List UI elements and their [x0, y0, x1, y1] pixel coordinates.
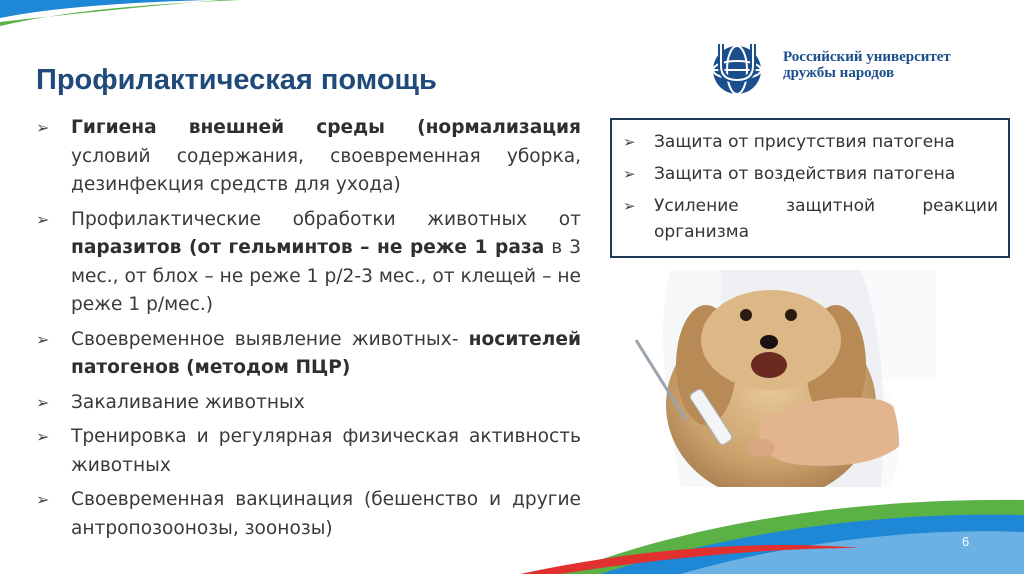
university-logo	[707, 40, 997, 96]
dog-vaccination-illustration	[611, 270, 936, 487]
list-item-text: Тренировка и регулярная физическая активность животных	[71, 426, 581, 476]
page-title: Профилактическая помощь	[36, 64, 437, 96]
list-item-bold: Гигиена внешней среды (нормализация	[71, 117, 581, 138]
list-item	[623, 161, 998, 187]
list-item-text: Защита от воздействия патогена	[654, 164, 956, 184]
list-item-text: Усиление защитной реакции организма	[654, 196, 998, 242]
prevention-measures-list	[36, 114, 581, 549]
arrow-bullet-icon: ➢	[36, 329, 50, 349]
list-item-text: в 3 мес., от блох – не реже 1 р/2-3 мес., от клещей – не реже 1 р/мес.)	[71, 237, 581, 315]
protection-list	[623, 129, 998, 245]
list-item	[36, 389, 581, 418]
list-item-bold: носителей патогенов (методом ПЦР)	[71, 328, 581, 378]
list-item	[623, 129, 998, 155]
arrow-bullet-icon: ➢	[623, 133, 636, 151]
arrow-bullet-icon: ➢	[36, 490, 50, 509]
list-item-text: условий содержания, своевременная уборка, дезинфекция средств для ухода)	[71, 145, 581, 195]
arrow-bullet-icon: ➢	[36, 427, 50, 446]
logo-wordmark	[783, 49, 951, 81]
list-item-text: Своевременная вакцинация (бешенство и другие антропозоонозы, зоонозы)	[71, 489, 581, 539]
logo-line-1: Российский университет	[783, 49, 951, 65]
list-item	[36, 326, 581, 383]
arrow-bullet-icon: ➢	[36, 209, 50, 229]
logo-line-2: дружбы народов	[783, 65, 895, 81]
globe-logo-icon	[707, 40, 769, 96]
list-item	[36, 423, 581, 480]
arrow-bullet-icon: ➢	[623, 165, 636, 183]
list-item-text: Профилактические обработки животных от	[71, 208, 581, 230]
list-item-bold: паразитов (от гельминтов – не реже 1 раза	[71, 237, 545, 258]
arrow-bullet-icon: ➢	[36, 392, 50, 412]
arrow-bullet-icon: ➢	[623, 197, 636, 215]
arrow-bullet-icon: ➢	[36, 118, 50, 137]
list-item	[623, 193, 998, 245]
list-item-text: Своевременное выявление животных-	[71, 328, 459, 350]
list-item-text: Закаливание животных	[71, 391, 305, 413]
list-item-text: Защита от присутствия патогена	[654, 132, 955, 152]
list-item	[36, 206, 581, 320]
page-number: 6	[962, 534, 970, 549]
list-item	[36, 486, 581, 543]
protection-box	[610, 118, 1010, 258]
list-item	[36, 114, 581, 200]
dog-vaccination-photo	[611, 270, 936, 487]
